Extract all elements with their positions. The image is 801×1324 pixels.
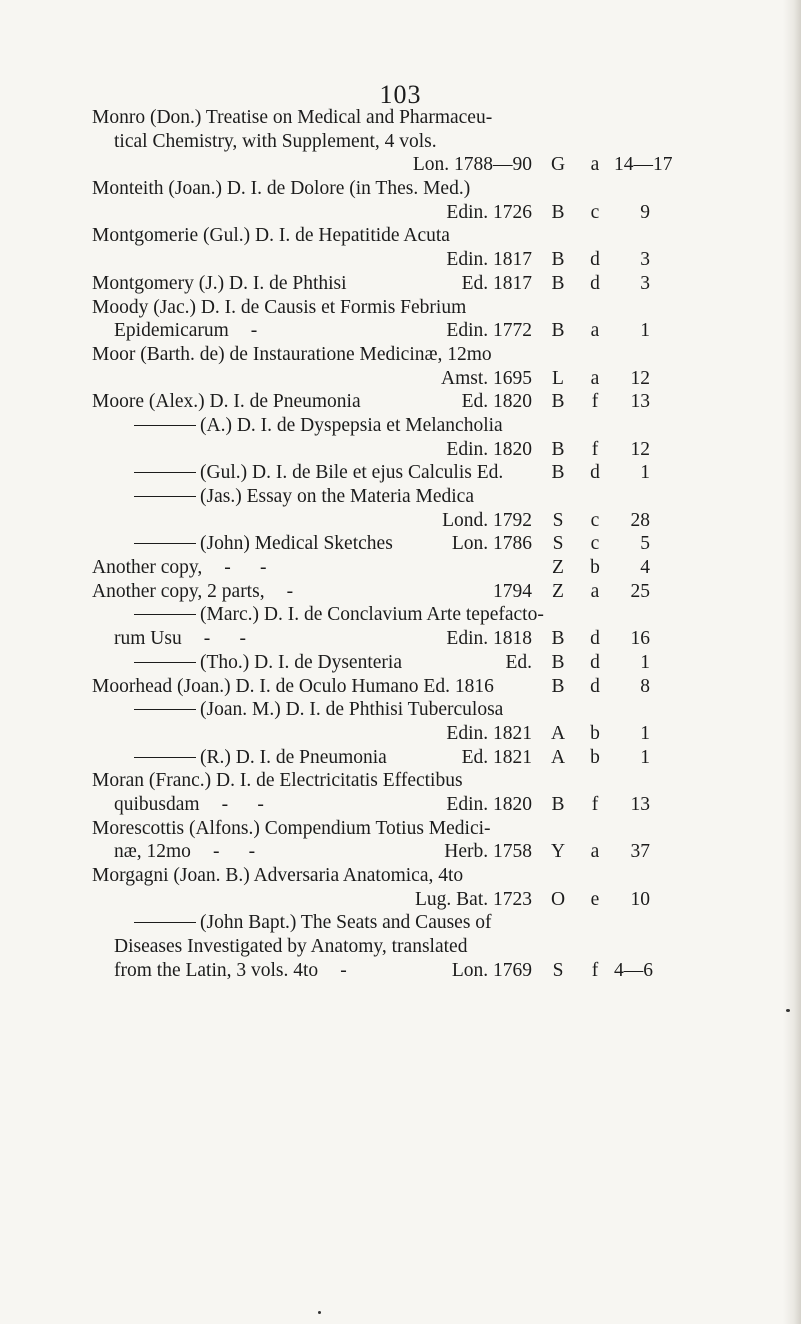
entry-line bbox=[0, 153, 801, 177]
catalogue-entry bbox=[0, 675, 801, 699]
shelf-location bbox=[0, 651, 801, 675]
shelf-press: B bbox=[551, 675, 565, 697]
imprint: Ed. 1817 bbox=[461, 272, 532, 294]
entry-text-content: (Tho.) D. I. de Dysenteria bbox=[200, 651, 402, 673]
entry-line bbox=[0, 888, 801, 912]
shelf-letter: f bbox=[591, 391, 599, 413]
shelf-letter: b bbox=[590, 722, 600, 744]
imprint: Lon. 1769 bbox=[451, 959, 532, 981]
entry-text bbox=[92, 106, 492, 130]
shelf-letter: d bbox=[590, 651, 600, 673]
shelf-letter: d bbox=[590, 249, 600, 271]
imprint: Lon. 1786 bbox=[451, 533, 532, 555]
shelf-number: 1 bbox=[640, 651, 650, 673]
entry-line bbox=[0, 532, 801, 556]
shelf-press: G bbox=[550, 154, 566, 176]
shelf-number: 1 bbox=[640, 746, 650, 768]
entry-line bbox=[0, 224, 801, 248]
entry-text-content: tical Chemistry, with Supplement, 4 vols. bbox=[114, 130, 437, 152]
entry-text bbox=[134, 414, 503, 438]
imprint: Edin. 1817 bbox=[446, 249, 532, 271]
entry-line bbox=[0, 675, 801, 699]
entry-line bbox=[0, 201, 801, 225]
shelf-location bbox=[0, 556, 801, 580]
entry-text-content: Montgomery (J.) D. I. de Phthisi bbox=[92, 272, 347, 294]
entry-line bbox=[0, 177, 801, 201]
catalogue-entry bbox=[0, 746, 801, 770]
shelf-press: Z bbox=[552, 557, 564, 579]
shelf-location bbox=[0, 746, 801, 770]
entry-line bbox=[0, 130, 801, 154]
entry-line bbox=[0, 556, 801, 580]
entry-line bbox=[0, 935, 801, 959]
shelf-location bbox=[0, 248, 801, 272]
entry-text-content: (Jas.) Essay on the Materia Medica bbox=[200, 486, 474, 507]
shelf-number: 1 bbox=[640, 722, 650, 744]
catalogue-entry bbox=[0, 532, 801, 556]
entry-line bbox=[0, 272, 801, 296]
entry-text-content: Moran (Franc.) D. I. de Electricitatis Effectibus bbox=[92, 770, 463, 792]
leader-dashes: - - bbox=[212, 841, 256, 863]
imprint: Edin. 1818 bbox=[446, 628, 532, 650]
catalogue-entry bbox=[0, 651, 801, 675]
shelf-press: O bbox=[550, 888, 566, 910]
shelf-press: B bbox=[551, 438, 565, 460]
leader-dashes: - - bbox=[203, 628, 246, 650]
catalogue-entry bbox=[0, 485, 801, 532]
shelf-press: S bbox=[552, 509, 564, 531]
catalogue-entry bbox=[0, 556, 801, 580]
ditto-dash bbox=[134, 496, 196, 497]
entry-line bbox=[0, 414, 801, 438]
shelf-press: B bbox=[551, 793, 565, 815]
shelf-letter: c bbox=[590, 509, 600, 531]
imprint: 1794 bbox=[493, 580, 532, 602]
shelf-letter: f bbox=[591, 959, 599, 981]
entry-text-content: Epidemicarum bbox=[114, 320, 229, 342]
shelf-location bbox=[0, 888, 801, 912]
catalogue-entries bbox=[0, 106, 801, 982]
shelf-number: 3 bbox=[640, 272, 650, 294]
ditto-dash bbox=[134, 709, 196, 710]
shelf-number: 10 bbox=[630, 888, 650, 910]
shelf-number: 4 bbox=[640, 557, 650, 579]
catalogue-entry bbox=[0, 461, 801, 485]
shelf-press: Y bbox=[550, 841, 566, 863]
entry-line bbox=[0, 319, 801, 343]
entry-text bbox=[92, 296, 466, 320]
shelf-location bbox=[0, 959, 801, 983]
imprint: Ed. 1820 bbox=[461, 391, 532, 413]
shelf-number: 8 bbox=[640, 675, 650, 697]
catalogue-entry bbox=[0, 296, 801, 343]
entry-text-content: (John Bapt.) The Seats and Causes of bbox=[200, 912, 492, 934]
shelf-number: 16 bbox=[630, 628, 650, 650]
shelf-letter: d bbox=[590, 272, 600, 294]
catalogue-entry bbox=[0, 177, 801, 224]
entry-text-content: (R.) D. I. de Pneumonia bbox=[200, 746, 387, 768]
shelf-number: 3 bbox=[640, 249, 650, 271]
imprint: Edin. 1726 bbox=[446, 201, 532, 223]
imprint: Ed. 1821 bbox=[461, 746, 532, 768]
entry-text bbox=[92, 343, 492, 367]
shelf-location bbox=[0, 272, 801, 296]
shelf-location bbox=[0, 319, 801, 343]
entry-line bbox=[0, 603, 801, 627]
entry-line bbox=[0, 793, 801, 817]
shelf-number: 5 bbox=[640, 533, 650, 555]
shelf-press: Z bbox=[552, 580, 564, 602]
entry-line bbox=[0, 248, 801, 272]
entry-text bbox=[134, 603, 544, 627]
entry-line bbox=[0, 509, 801, 533]
shelf-location bbox=[0, 390, 801, 414]
shelf-press: L bbox=[552, 367, 564, 389]
shelf-letter: c bbox=[590, 201, 600, 223]
shelf-letter: d bbox=[590, 462, 600, 484]
shelf-location bbox=[0, 580, 801, 604]
catalogue-entry bbox=[0, 106, 801, 177]
entry-text bbox=[134, 485, 474, 509]
entry-line bbox=[0, 722, 801, 746]
shelf-number: 9 bbox=[640, 201, 650, 223]
entry-text bbox=[134, 911, 492, 935]
shelf-letter: e bbox=[590, 888, 600, 910]
shelf-location bbox=[0, 532, 801, 556]
entry-line bbox=[0, 746, 801, 770]
imprint: Ed. bbox=[505, 651, 532, 673]
ditto-dash bbox=[134, 614, 196, 615]
imprint: Edin. 1821 bbox=[446, 722, 532, 744]
page-number: 103 bbox=[379, 80, 422, 109]
shelf-press: B bbox=[551, 462, 565, 484]
shelf-number: 12 bbox=[630, 438, 650, 460]
ditto-dash bbox=[134, 922, 196, 923]
entry-text-content: Morgagni (Joan. B.) Adversaria Anatomica, 4to bbox=[92, 865, 464, 886]
shelf-location bbox=[0, 509, 801, 533]
imprint: Lug. Bat. 1723 bbox=[415, 888, 532, 910]
shelf-location bbox=[0, 367, 801, 391]
ditto-dash bbox=[134, 425, 196, 426]
ink-speck bbox=[318, 1311, 321, 1314]
shelf-press: B bbox=[551, 651, 565, 673]
catalogue-entry bbox=[0, 580, 801, 604]
shelf-number: 4—6 bbox=[614, 959, 653, 981]
shelf-press: B bbox=[551, 272, 565, 294]
shelf-press: A bbox=[550, 722, 566, 744]
shelf-press: S bbox=[552, 533, 564, 555]
entry-text-content: Another copy, bbox=[92, 557, 203, 579]
entry-line bbox=[0, 651, 801, 675]
shelf-letter: b bbox=[590, 557, 600, 579]
shelf-location bbox=[0, 461, 801, 485]
entry-line bbox=[0, 698, 801, 722]
shelf-location bbox=[0, 793, 801, 817]
shelf-number: 12 bbox=[630, 367, 650, 389]
shelf-location bbox=[0, 201, 801, 225]
shelf-location bbox=[0, 675, 801, 699]
entry-text-content: Monro (Don.) Treatise on Medical and Pharmaceu- bbox=[92, 107, 493, 128]
imprint: Edin. 1820 bbox=[446, 793, 532, 815]
shelf-location bbox=[0, 722, 801, 746]
shelf-letter: a bbox=[590, 320, 600, 342]
entry-line bbox=[0, 840, 801, 864]
shelf-letter: a bbox=[590, 841, 600, 863]
imprint: Lon. 1788—90 bbox=[412, 154, 532, 176]
imprint: Amst. 1695 bbox=[440, 367, 532, 389]
catalogue-entry bbox=[0, 603, 801, 650]
entry-text bbox=[114, 935, 467, 959]
shelf-letter: a bbox=[590, 580, 600, 602]
entry-line bbox=[0, 911, 801, 935]
entry-text-content: Moor (Barth. de) de Instauratione Medicinæ, 12mo bbox=[92, 343, 492, 365]
shelf-letter: c bbox=[590, 533, 600, 555]
shelf-letter: f bbox=[591, 438, 599, 460]
entry-text bbox=[134, 698, 503, 722]
entry-text-content: from the Latin, 3 vols. 4to bbox=[114, 959, 319, 981]
catalogue-entry bbox=[0, 698, 801, 745]
entry-line bbox=[0, 106, 801, 130]
entry-text-content: Moore (Alex.) D. I. de Pneumonia bbox=[92, 391, 361, 413]
entry-text-content: Moorhead (Joan.) D. I. de Oculo Humano Ed. 1816 bbox=[92, 675, 494, 697]
entry-text bbox=[92, 769, 463, 793]
catalogue-entry bbox=[0, 224, 801, 271]
ink-speck bbox=[786, 1009, 790, 1012]
entry-line bbox=[0, 817, 801, 841]
shelf-letter: b bbox=[590, 746, 600, 768]
catalogue-entry bbox=[0, 414, 801, 461]
imprint: Herb. 1758 bbox=[444, 841, 532, 863]
entry-line bbox=[0, 343, 801, 367]
entry-text-content: næ, 12mo bbox=[114, 841, 191, 863]
entry-line bbox=[0, 461, 801, 485]
shelf-number: 1 bbox=[640, 320, 650, 342]
shelf-number: 1 bbox=[640, 462, 650, 484]
shelf-press: B bbox=[551, 249, 565, 271]
entry-text-content: quibusdam bbox=[114, 793, 200, 815]
entry-text bbox=[92, 817, 491, 841]
shelf-press: S bbox=[552, 959, 564, 981]
entry-text-content: Morescottis (Alfons.) Compendium Totius Medici- bbox=[92, 817, 491, 839]
shelf-letter: d bbox=[590, 628, 600, 650]
entry-text-content: (Joan. M.) D. I. de Phthisi Tuberculosa bbox=[200, 699, 504, 721]
entry-line bbox=[0, 959, 801, 983]
entry-text-content: Diseases Investigated by Anatomy, translated bbox=[114, 936, 468, 958]
catalogue-entry bbox=[0, 272, 801, 296]
entry-line bbox=[0, 367, 801, 391]
entry-text-content: Another copy, 2 parts, bbox=[92, 580, 265, 602]
entry-text-content: (Gul.) D. I. de Bile et ejus Calculis Ed. bbox=[200, 462, 504, 484]
shelf-number: 37 bbox=[630, 841, 650, 863]
entry-text-content: Montgomerie (Gul.) D. I. de Hepatitide Acuta bbox=[92, 225, 450, 247]
entry-text bbox=[92, 864, 463, 888]
imprint: Edin. 1820 bbox=[446, 438, 532, 460]
shelf-press: B bbox=[551, 628, 565, 650]
entry-line bbox=[0, 864, 801, 888]
entry-text-content: (Marc.) D. I. de Conclavium Arte tepefacto- bbox=[200, 604, 544, 626]
imprint: Edin. 1772 bbox=[446, 320, 532, 342]
entry-text-content: (John) Medical Sketches bbox=[200, 533, 393, 555]
entry-line bbox=[0, 296, 801, 320]
catalogue-entry bbox=[0, 769, 801, 816]
catalogue-entry bbox=[0, 390, 801, 414]
entry-line bbox=[0, 390, 801, 414]
entry-line bbox=[0, 580, 801, 604]
entry-text bbox=[92, 224, 450, 248]
shelf-number: 13 bbox=[630, 793, 650, 815]
shelf-letter: a bbox=[590, 367, 600, 389]
leader-dashes: - - bbox=[221, 793, 264, 815]
entry-text bbox=[114, 130, 437, 154]
shelf-press: B bbox=[551, 320, 565, 342]
shelf-press: A bbox=[550, 746, 566, 768]
shelf-letter: d bbox=[590, 675, 600, 697]
shelf-location bbox=[0, 438, 801, 462]
shelf-number: 25 bbox=[630, 580, 650, 602]
leader-dashes: - bbox=[250, 320, 258, 342]
entry-line bbox=[0, 627, 801, 651]
shelf-letter: a bbox=[590, 154, 600, 176]
leader-dashes: - bbox=[340, 959, 347, 981]
entry-text-content: (A.) D. I. de Dyspepsia et Melancholia bbox=[200, 414, 503, 436]
entry-text bbox=[92, 177, 470, 201]
entry-line bbox=[0, 485, 801, 509]
imprint: Lond. 1792 bbox=[442, 509, 532, 531]
catalogue-entry bbox=[0, 864, 801, 911]
shelf-letter: f bbox=[591, 793, 599, 815]
entry-text-content: rum Usu bbox=[114, 628, 182, 650]
shelf-number: 13 bbox=[630, 391, 650, 413]
catalogue-entry bbox=[0, 817, 801, 864]
entry-text-content: Monteith (Joan.) D. I. de Dolore (in Thes. Med.) bbox=[92, 178, 471, 200]
shelf-location bbox=[0, 627, 801, 651]
shelf-number: 28 bbox=[630, 509, 650, 531]
leader-dashes: - - bbox=[224, 557, 267, 579]
entry-text-content: Moody (Jac.) D. I. de Causis et Formis Febrium bbox=[92, 296, 467, 318]
catalogue-entry bbox=[0, 343, 801, 390]
entry-line bbox=[0, 438, 801, 462]
shelf-location bbox=[0, 840, 801, 864]
entry-line bbox=[0, 769, 801, 793]
shelf-number: 14—17 bbox=[614, 154, 673, 176]
shelf-press: B bbox=[551, 201, 565, 223]
leader-dashes: - bbox=[286, 580, 294, 602]
shelf-location bbox=[0, 153, 801, 177]
catalogue-entry bbox=[0, 911, 801, 982]
shelf-press: B bbox=[551, 391, 565, 413]
